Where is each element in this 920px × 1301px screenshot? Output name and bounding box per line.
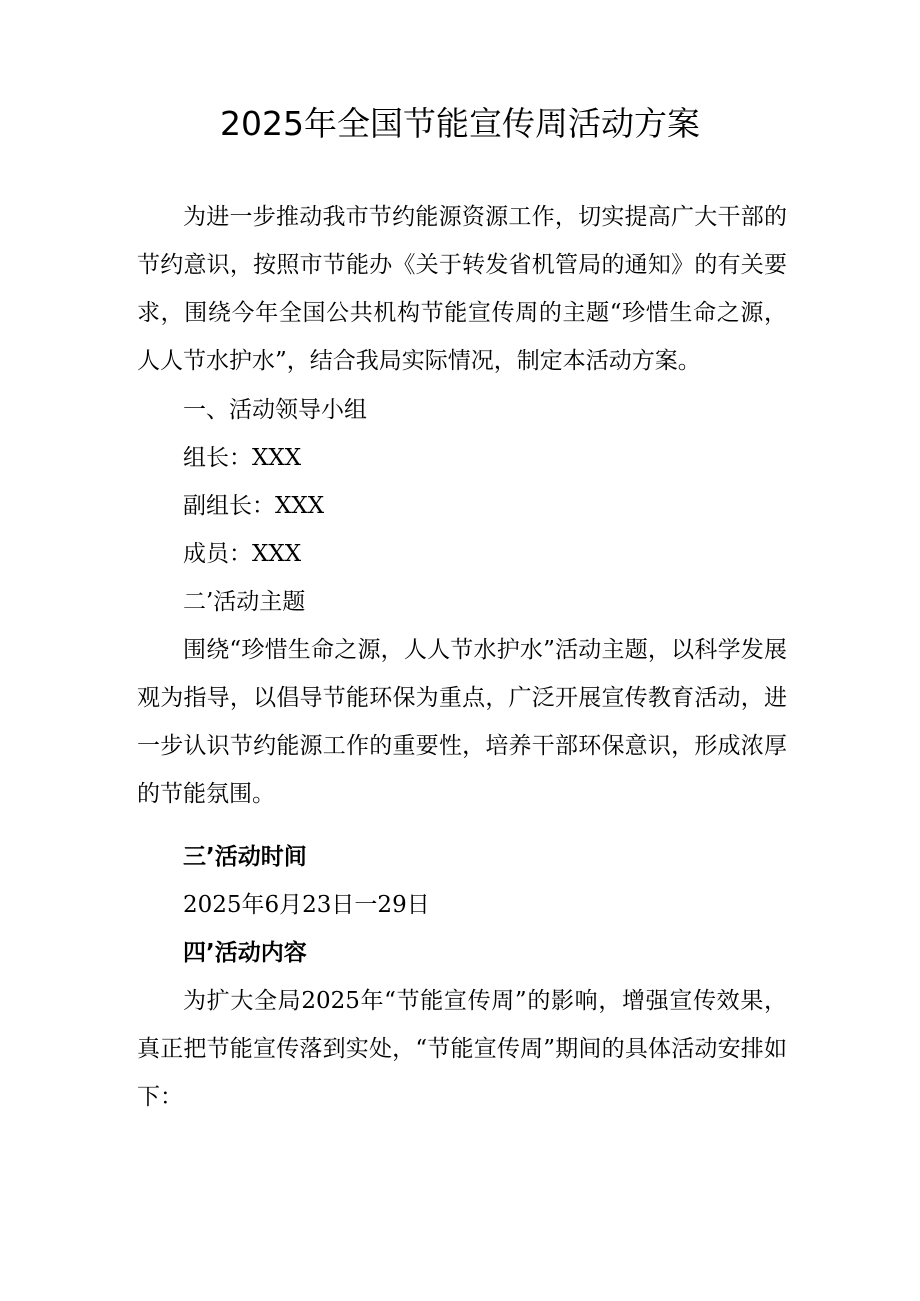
- section4-paragraph: 为扩大全局2025年“节能宣传周”的影响，增强宣传效果，真正把节能宣传落到实处，“节能宣传周”期间的具体活动安排如下：: [137, 988, 787, 1110]
- section1-heading: 一、活动领导小组: [183, 397, 367, 423]
- section3-heading: 三’活动时间: [183, 844, 307, 870]
- intro-paragraph: 为进一步推动我市节约能源资源工作，切实提高广大干部的节约意识，按照市节能办《关于转发省机管局的通知》的有关要求，围绕今年全国公共机构节能宣传周的主题“珍惜生命之源，人人节水护水”，结合我局实际情况，制定本活动方案。: [137, 204, 787, 374]
- section2-heading: 二’活动主题: [183, 589, 306, 615]
- activity-date: 2025年6月23日一29日: [183, 892, 430, 918]
- section2-paragraph: 围绕“珍惜生命之源，人人节水护水”活动主题，以科学发展观为指导，以倡导节能环保为重点，广泛开展宣传教育活动，进一步认识节约能源工作的重要性，培养干部环保意识，形成浓厚的节能氛围。: [137, 637, 787, 807]
- deputy-leader-line: 副组长：XXX: [183, 493, 325, 519]
- members-line: 成员：XXX: [183, 541, 302, 567]
- document-title: 2025年全国节能宣传周活动方案: [220, 104, 700, 143]
- leader-line: 组长：XXX: [183, 445, 302, 471]
- section4-heading: 四’活动内容: [183, 940, 307, 966]
